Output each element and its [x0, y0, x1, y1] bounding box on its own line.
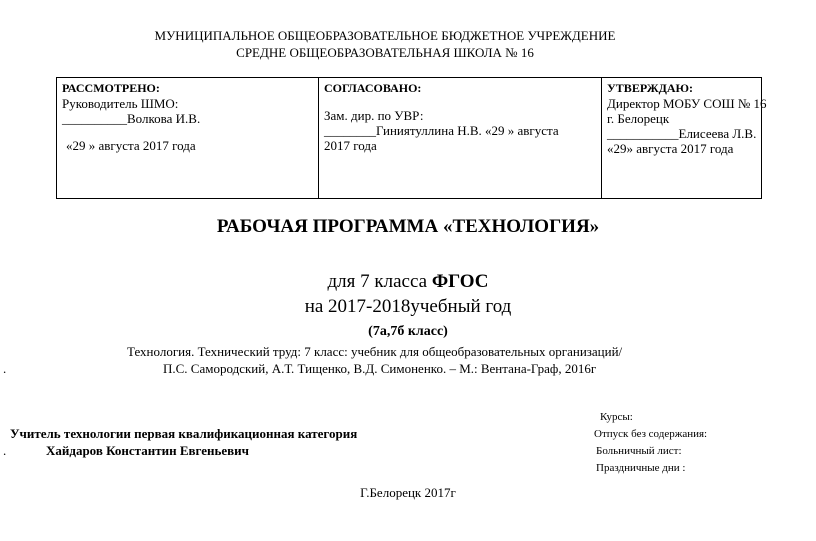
approved-signer: ___________Елисеева Л.В.	[607, 126, 757, 141]
sick-leave-label: Больничный лист:	[596, 445, 682, 457]
fgos-label: ФГОС	[431, 271, 489, 292]
grade-text: для 7 класса	[327, 271, 432, 292]
approval-reviewed-cell	[57, 78, 319, 199]
agreed-role: Зам. дир. по УВР:	[324, 108, 424, 123]
class-list: (7а,7б класс)	[368, 324, 448, 339]
approved-date: «29» августа 2017 года	[607, 141, 734, 156]
approval-agreed-cell	[319, 78, 602, 199]
textbook-line1: Технология. Технический труд: 7 класс: учебник для общеобразовательных организаций/	[127, 344, 623, 359]
teacher-name: Хайдаров Константин Евгеньевич	[46, 443, 249, 458]
city-year-footer: Г.Белорецк 2017г	[360, 485, 456, 500]
reviewed-heading: РАССМОТРЕНО:	[62, 81, 160, 95]
textbook-line2: П.С. Самородский, А.Т. Тищенко, В.Д. Симоненко. – М.: Вентана-Граф, 2016г	[163, 361, 597, 376]
grade-line	[0, 271, 816, 293]
school-header-line2: СРЕДНЕ ОБЩЕОБРАЗОВАТЕЛЬНАЯ ШКОЛА № 16	[236, 45, 534, 60]
holidays-label: Праздничные дни :	[596, 462, 686, 474]
agreed-signer: ________Гиниятуллина Н.В. «29 » августа	[324, 123, 559, 138]
program-title: РАБОЧАЯ ПРОГРАММА «ТЕХНОЛОГИЯ»	[216, 216, 600, 237]
reviewed-date: «29 » августа 2017 года	[66, 138, 196, 153]
school-header-line1: МУНИЦИПАЛЬНОЕ ОБЩЕОБРАЗОВАТЕЛЬНОЕ БЮДЖЕТНОЕ УЧРЕЖДЕНИЕ	[154, 28, 616, 43]
courses-label: Курсы:	[600, 411, 633, 423]
approved-place: г. Белорецк	[607, 111, 670, 126]
reviewed-role: Руководитель ШМО:	[62, 96, 179, 111]
approved-role: Директор МОБУ СОШ № 16	[607, 96, 767, 111]
reviewed-signer: __________Волкова И.В.	[62, 111, 201, 126]
unpaid-leave-label: Отпуск без содержания:	[594, 428, 708, 440]
agreed-date: 2017 года	[324, 138, 377, 153]
agreed-heading: СОГЛАСОВАНО:	[324, 81, 422, 95]
teacher-position: Учитель технологии первая квалификационная категория	[10, 426, 358, 441]
approved-heading: УТВЕРЖДАЮ:	[607, 81, 694, 95]
teacher-marker: .	[3, 443, 7, 458]
approval-approved-cell	[602, 78, 767, 199]
academic-year: на 2017-2018учебный год	[304, 296, 512, 317]
textbook-marker: .	[3, 361, 7, 376]
approval-table	[56, 77, 767, 199]
